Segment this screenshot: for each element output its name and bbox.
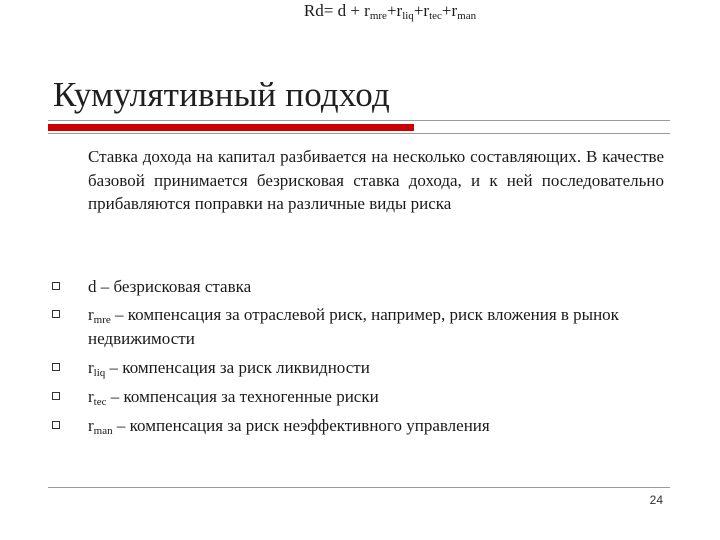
list-item-text — [88, 414, 666, 438]
formula-sub-tec: tec — [429, 10, 442, 22]
list-item-symbol: r — [88, 305, 94, 324]
formula-lhs: Rd= d + r — [303, 1, 370, 20]
square-bullet-icon — [52, 421, 60, 429]
square-bullet-icon — [52, 310, 60, 318]
square-bullet-icon — [52, 392, 60, 400]
formula-plus-2: +r — [413, 1, 430, 20]
formula — [0, 0, 720, 22]
list-item-symbol: r — [88, 358, 94, 377]
list-item-text — [88, 303, 666, 350]
list-item-text — [88, 275, 666, 299]
formula-sub-mre: mre — [369, 10, 387, 22]
title-rule-top — [48, 120, 670, 121]
formula-sub-liq: liq — [402, 10, 414, 22]
formula-plus-3: +r — [441, 1, 458, 20]
intro-paragraph: Ставка дохода на капитал разбивается на несколько составляющих. В качестве базовой принимается безрисковая ставка дохода, и к ней последовательно прибавляются поправки на различные виды риска — [88, 147, 664, 213]
formula-sub-man: man — [457, 10, 477, 22]
slide-title: Кумулятивный подход — [53, 75, 391, 114]
footer-rule — [48, 487, 670, 488]
list-item-description: – компенсация за техногенные риски — [106, 387, 379, 406]
list-item-text — [88, 385, 666, 409]
page-number: 24 — [649, 493, 663, 507]
list-item-symbol: r — [88, 387, 94, 406]
list-item-subscript: man — [93, 425, 113, 437]
list-item-description: – компенсация за риск неэффективного управления — [112, 416, 490, 435]
title-accent-bar — [48, 124, 414, 131]
title-rule-bottom — [48, 133, 670, 134]
list-item-subscript: liq — [93, 367, 106, 379]
list-item-subscript: tec — [93, 396, 107, 408]
list-item-description: – компенсация за отраслевой риск, например, риск вложения в рынок недвижимости — [88, 305, 619, 348]
formula-plus-1: +r — [386, 1, 403, 20]
list-item-text — [88, 356, 666, 380]
list-item-description: – компенсация за риск ликвидности — [105, 358, 370, 377]
list-item-symbol: r — [88, 416, 94, 435]
list-item-subscript: mre — [93, 314, 111, 326]
list-item-symbol: d — [88, 277, 97, 296]
square-bullet-icon — [52, 363, 60, 371]
square-bullet-icon — [52, 282, 60, 290]
list-item-description: – безрисковая ставка — [96, 277, 252, 296]
